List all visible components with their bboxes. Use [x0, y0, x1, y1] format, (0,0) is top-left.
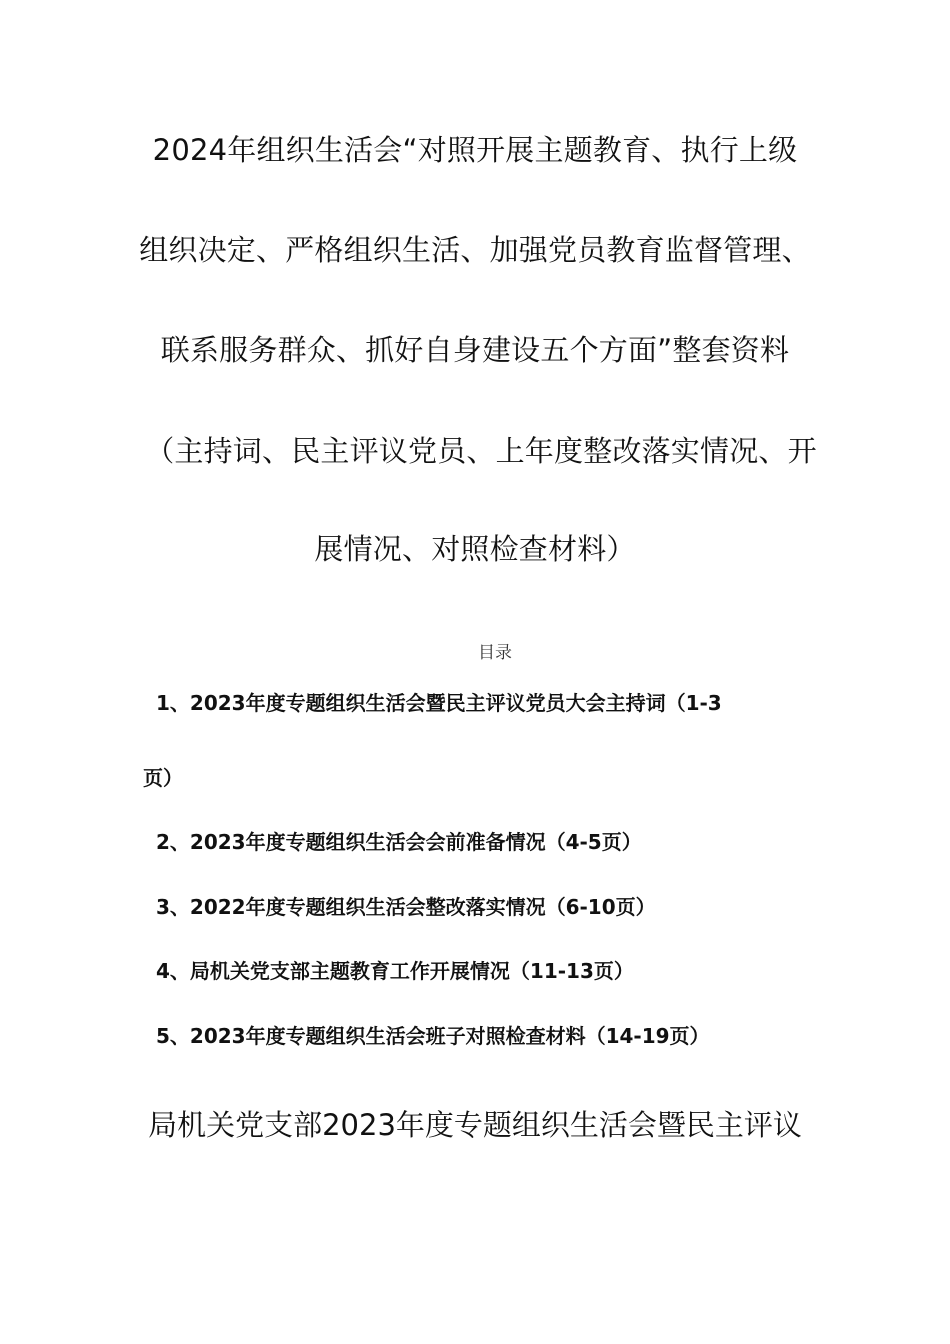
toc-item-3: 3、2022年度专题组织生活会整改落实情况（6-10页） [156, 895, 656, 919]
document-title-line-2: 组织决定、严格组织生活、加强党员教育监督管理、 [139, 233, 811, 267]
document-title-line-3: 联系服务群众、抓好自身建设五个方面”整套资料 [160, 333, 790, 367]
section-title: 局机关党支部2023年度专题组织生活会暨民主评议 [148, 1108, 802, 1142]
toc-item-2: 2、2023年度专题组织生活会会前准备情况（4-5页） [156, 830, 642, 854]
document-title-line-1: 2024年组织生活会“对照开展主题教育、执行上级 [152, 133, 798, 167]
document-title-line-5: 展情况、对照检查材料） [314, 532, 636, 566]
toc-heading: 目录 [478, 643, 512, 663]
document-title-line-4: （主持词、民主评议党员、上年度整改落实情况、开 [145, 434, 817, 468]
toc-item-5: 5、2023年度专题组织生活会班子对照检查材料（14-19页） [156, 1024, 710, 1048]
toc-item-1-continued: 页） [143, 766, 183, 790]
toc-item-1: 1、2023年度专题组织生活会暨民主评议党员大会主持词（1-3 [156, 691, 722, 715]
toc-item-4: 4、局机关党支部主题教育工作开展情况（11-13页） [156, 959, 634, 983]
